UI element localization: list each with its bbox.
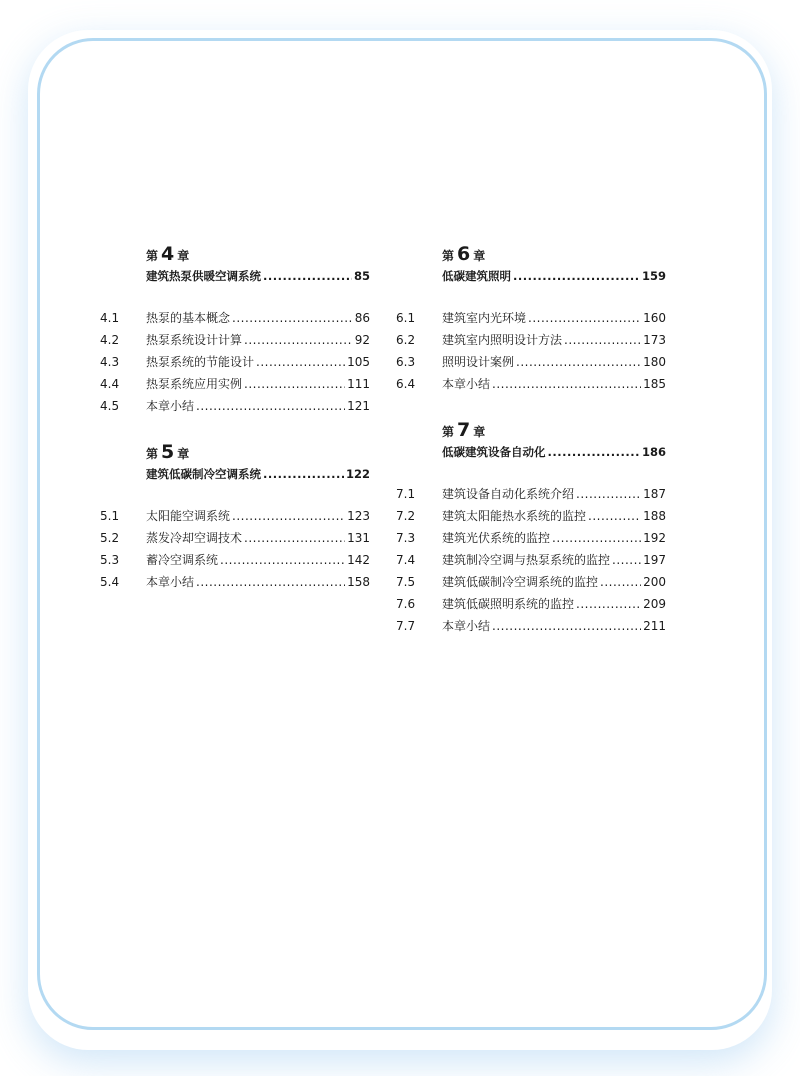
toc-entry-4-4[interactable] <box>100 373 370 395</box>
toc-entry-7-2[interactable] <box>396 505 666 527</box>
toc-entry-6-3[interactable] <box>396 351 666 373</box>
section-title: 本章小结 <box>442 377 491 391</box>
dot-leader <box>528 307 641 329</box>
chapter-6-heading <box>396 244 666 286</box>
section-number: 7.4 <box>396 553 416 567</box>
dot-leader <box>256 351 345 373</box>
section-title: 蒸发冷却空调技术 <box>146 531 243 545</box>
toc-entry-4-3[interactable] <box>100 351 370 373</box>
dot-leader <box>492 373 641 395</box>
dot-leader <box>220 549 345 571</box>
section-page: 192 <box>643 531 666 545</box>
section-number: 4.3 <box>100 355 120 369</box>
dot-leader <box>564 329 641 351</box>
section-page: 111 <box>347 377 370 391</box>
section-page: 92 <box>354 333 370 347</box>
chapter-title-row[interactable] <box>396 266 666 286</box>
chapter-number: 5 <box>161 441 175 463</box>
chapter-label <box>396 420 666 442</box>
section-page: 188 <box>643 509 666 523</box>
chapter-prefix: 第 <box>146 447 159 461</box>
section-number: 7.5 <box>396 575 416 589</box>
section-page: 142 <box>347 553 370 567</box>
dot-leader <box>612 549 641 571</box>
section-number: 7.7 <box>396 619 416 633</box>
dot-leader <box>576 593 641 615</box>
section-title: 本章小结 <box>442 619 491 633</box>
toc-entry-7-1[interactable] <box>396 483 666 505</box>
chapter-prefix: 第 <box>442 249 455 263</box>
section-title: 建筑低碳制冷空调系统的监控 <box>442 575 599 589</box>
section-number: 4.2 <box>100 333 120 347</box>
toc-entry-6-4[interactable] <box>396 373 666 395</box>
section-title: 蓄冷空调系统 <box>146 553 219 567</box>
section-page: 131 <box>347 531 370 545</box>
section-page: 209 <box>643 597 666 611</box>
section-title: 建筑室内照明设计方法 <box>442 333 563 347</box>
toc-entry-4-2[interactable] <box>100 329 370 351</box>
section-number: 4.4 <box>100 377 120 391</box>
section-title: 热泵系统的节能设计 <box>146 355 255 369</box>
dot-leader <box>513 266 640 286</box>
dot-leader <box>548 442 640 462</box>
toc-entry-4-5[interactable] <box>100 395 370 417</box>
section-number: 4.5 <box>100 399 120 413</box>
section-page: 121 <box>347 399 370 413</box>
chapter-page: 159 <box>641 269 666 283</box>
dot-leader <box>492 615 641 637</box>
toc-entry-6-1[interactable] <box>396 307 666 329</box>
toc-entry-4-1[interactable] <box>100 307 370 329</box>
dot-leader <box>516 351 641 373</box>
toc-entry-7-6[interactable] <box>396 593 666 615</box>
dot-leader <box>263 266 352 286</box>
toc-entry-5-2[interactable] <box>100 527 370 549</box>
chapter-title-row[interactable] <box>100 464 370 484</box>
toc-entry-7-3[interactable] <box>396 527 666 549</box>
section-page: 105 <box>347 355 370 369</box>
dot-leader <box>588 505 641 527</box>
section-page: 160 <box>643 311 666 325</box>
chapter-4-heading <box>100 244 370 286</box>
chapter-suffix: 章 <box>177 249 190 263</box>
section-page: 86 <box>354 311 370 325</box>
section-page: 200 <box>643 575 666 589</box>
toc-entry-5-4[interactable] <box>100 571 370 593</box>
chapter-number: 4 <box>161 243 175 265</box>
dot-leader <box>244 329 353 351</box>
chapter-suffix: 章 <box>473 249 486 263</box>
chapter-7-heading <box>396 420 666 462</box>
section-title: 照明设计案例 <box>442 355 515 369</box>
section-title: 建筑制冷空调与热泵系统的监控 <box>442 553 611 567</box>
chapter-title-row[interactable] <box>396 442 666 462</box>
dot-leader <box>244 527 345 549</box>
chapter-prefix: 第 <box>442 425 455 439</box>
section-title: 本章小结 <box>146 575 195 589</box>
section-number: 5.2 <box>100 531 120 545</box>
section-number: 6.2 <box>396 333 416 347</box>
chapter-title: 低碳建筑设备自动化 <box>442 445 546 459</box>
chapter-label <box>100 244 370 266</box>
dot-leader <box>232 307 353 329</box>
chapter-page: 85 <box>353 269 370 283</box>
section-number: 7.3 <box>396 531 416 545</box>
section-page: 173 <box>643 333 666 347</box>
section-page: 211 <box>643 619 666 633</box>
section-number: 6.1 <box>396 311 416 325</box>
toc-entry-7-5[interactable] <box>396 571 666 593</box>
chapter-prefix: 第 <box>146 249 159 263</box>
toc-entry-7-7[interactable] <box>396 615 666 637</box>
toc-entry-5-1[interactable] <box>100 505 370 527</box>
chapter-title: 建筑热泵供暖空调系统 <box>146 269 261 283</box>
section-title: 太阳能空调系统 <box>146 509 231 523</box>
chapter-title: 低碳建筑照明 <box>442 269 511 283</box>
section-title: 热泵的基本概念 <box>146 311 231 325</box>
section-number: 5.4 <box>100 575 120 589</box>
section-page: 123 <box>347 509 370 523</box>
dot-leader <box>552 527 641 549</box>
section-number: 7.6 <box>396 597 416 611</box>
section-page: 185 <box>643 377 666 391</box>
section-page: 158 <box>347 575 370 589</box>
toc-entry-6-2[interactable] <box>396 329 666 351</box>
dot-leader <box>600 571 641 593</box>
section-title: 建筑太阳能热水系统的监控 <box>442 509 587 523</box>
chapter-label <box>396 244 666 266</box>
section-title: 热泵系统应用实例 <box>146 377 243 391</box>
section-number: 6.4 <box>396 377 416 391</box>
chapter-title: 建筑低碳制冷空调系统 <box>146 467 261 481</box>
section-title: 本章小结 <box>146 399 195 413</box>
section-title: 建筑低碳照明系统的监控 <box>442 597 575 611</box>
section-number: 5.1 <box>100 509 120 523</box>
section-number: 6.3 <box>396 355 416 369</box>
chapter-label <box>100 442 370 464</box>
toc-entry-7-4[interactable] <box>396 549 666 571</box>
dot-leader <box>244 373 345 395</box>
dot-leader <box>196 395 345 417</box>
section-title: 建筑室内光环境 <box>442 311 527 325</box>
section-page: 180 <box>643 355 666 369</box>
chapter-suffix: 章 <box>473 425 486 439</box>
dot-leader <box>232 505 345 527</box>
dot-leader <box>196 571 345 593</box>
chapter-suffix: 章 <box>177 447 190 461</box>
chapter-page: 122 <box>345 467 370 481</box>
section-title: 建筑设备自动化系统介绍 <box>442 487 575 501</box>
section-number: 7.2 <box>396 509 416 523</box>
section-number: 7.1 <box>396 487 416 501</box>
toc-entry-5-3[interactable] <box>100 549 370 571</box>
chapter-title-row[interactable] <box>100 266 370 286</box>
chapter-page: 186 <box>641 445 666 459</box>
section-page: 197 <box>643 553 666 567</box>
dot-leader <box>576 483 641 505</box>
chapter-number: 7 <box>457 419 471 441</box>
chapter-number: 6 <box>457 243 471 265</box>
section-title: 建筑光伏系统的监控 <box>442 531 551 545</box>
section-page: 187 <box>643 487 666 501</box>
section-title: 热泵系统设计计算 <box>146 333 243 347</box>
section-number: 5.3 <box>100 553 120 567</box>
chapter-5-heading <box>100 442 370 484</box>
dot-leader <box>263 464 344 484</box>
section-number: 4.1 <box>100 311 120 325</box>
